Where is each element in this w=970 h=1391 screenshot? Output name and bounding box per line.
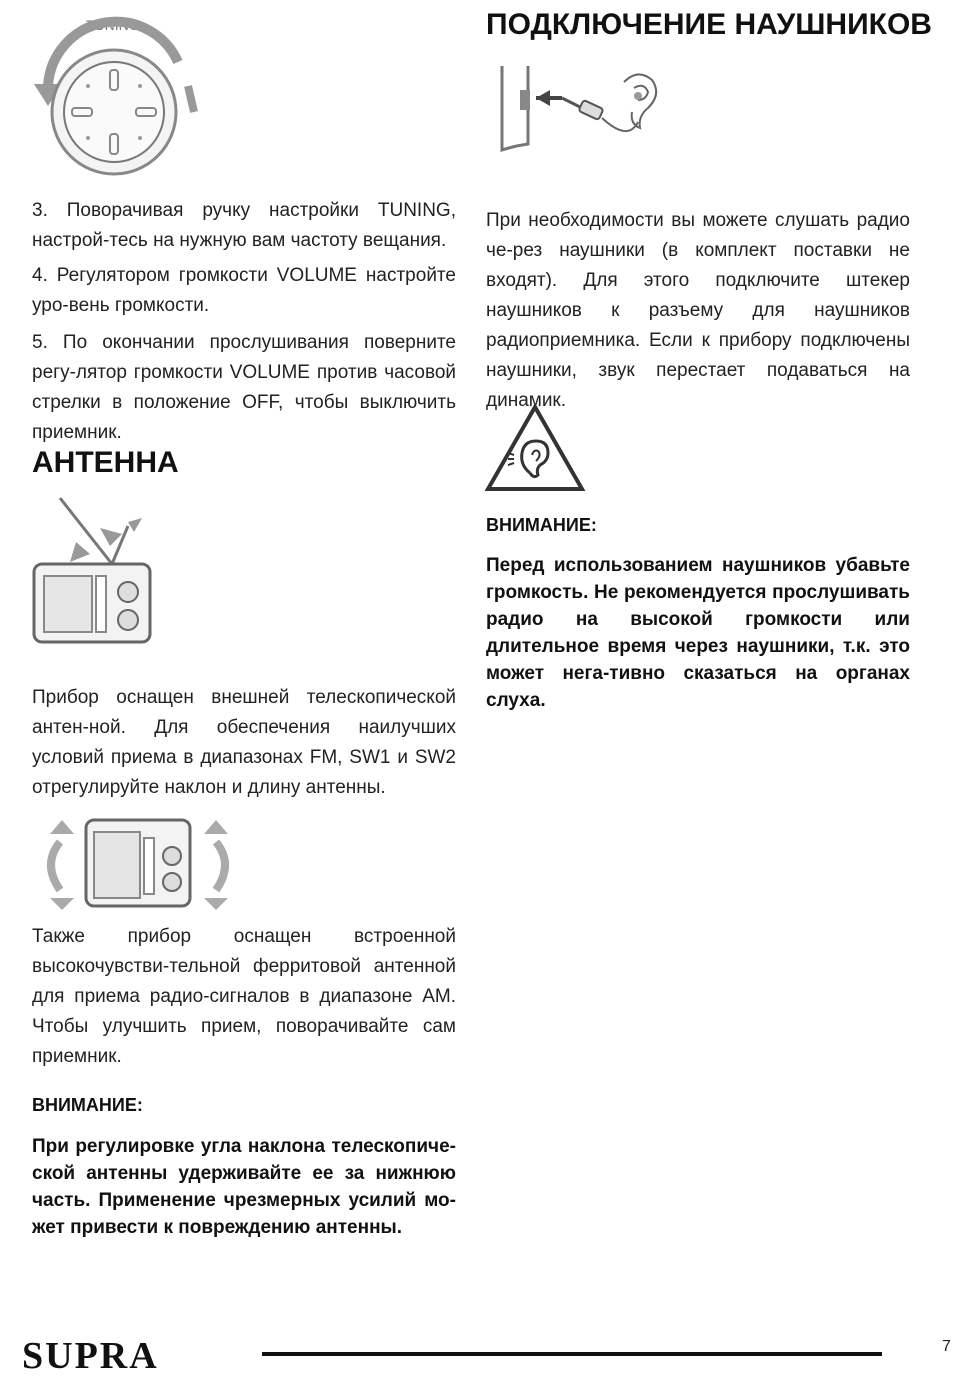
tuning-label: TUNING	[86, 17, 140, 33]
headphone-jack-illustration	[498, 62, 668, 162]
step-4: 4. Регулятором громкости VOLUME настройте уро-вень громкости.	[32, 265, 456, 316]
antenna-text-2: Также прибор оснащен встроенной высокочувстви-тельной ферритовой антенной для приема радио-сигналов в диапазоне AM. Чтобы улучшить прием, поворачивайте сам приемник.	[32, 926, 456, 1067]
hearing-warning-icon	[484, 403, 586, 493]
step-5: 5. По окончании прослушивания поверните регу-лятор громкости VOLUME против часовой стрелки в положение OFF, чтобы выключить приемник.	[32, 332, 456, 443]
headphones-warning-text: Перед использованием наушников убавьте громкость. Не рекомендуется прослушивать радио на высокой громкости или длительное время через наушники, т.к. это может нега-тивно сказаться на органах слуха.	[486, 555, 910, 711]
antenna-heading: АНТЕННА	[32, 446, 179, 479]
antenna-warning-title: ВНИМАНИЕ:	[32, 1095, 143, 1115]
antenna-warning-text: При регулировке угла наклона телескопиче-ской антенны удерживайте ее за нижнюю часть. Применение чрезмерных усилий мо-жет привести к повреждению антенны.	[32, 1136, 456, 1238]
headphones-warning-title: ВНИМАНИЕ:	[486, 515, 597, 535]
antenna-text-1: Прибор оснащен внешней телескопической антен-ной. Для обеспечения наилучших условий приема в диапазонах FM, SW1 и SW2 отрегулируйте наклон и длину антенны.	[32, 687, 456, 798]
step-3: 3. Поворачивая ручку настройки TUNING, настрой-тесь на нужную вам частоту вещания.	[32, 200, 456, 251]
radio-antenna-illustration	[30, 492, 170, 652]
footer-rule	[262, 1352, 882, 1356]
page-number: 7	[942, 1338, 951, 1355]
headphones-heading: ПОДКЛЮЧЕНИЕ НАУШНИКОВ	[486, 8, 932, 41]
tuning-knob-illustration	[28, 14, 204, 184]
rotate-radio-illustration	[38, 812, 238, 916]
brand-logo: SUPRA	[22, 1335, 159, 1377]
headphones-text: При необходимости вы можете слушать радио че-рез наушники (в комплект поставки не входят). Для этого подключите штекер наушников к разъему для наушников радиоприемника. Если к прибору подключены наушники, звук перестает подаваться на динамик.	[486, 210, 910, 411]
